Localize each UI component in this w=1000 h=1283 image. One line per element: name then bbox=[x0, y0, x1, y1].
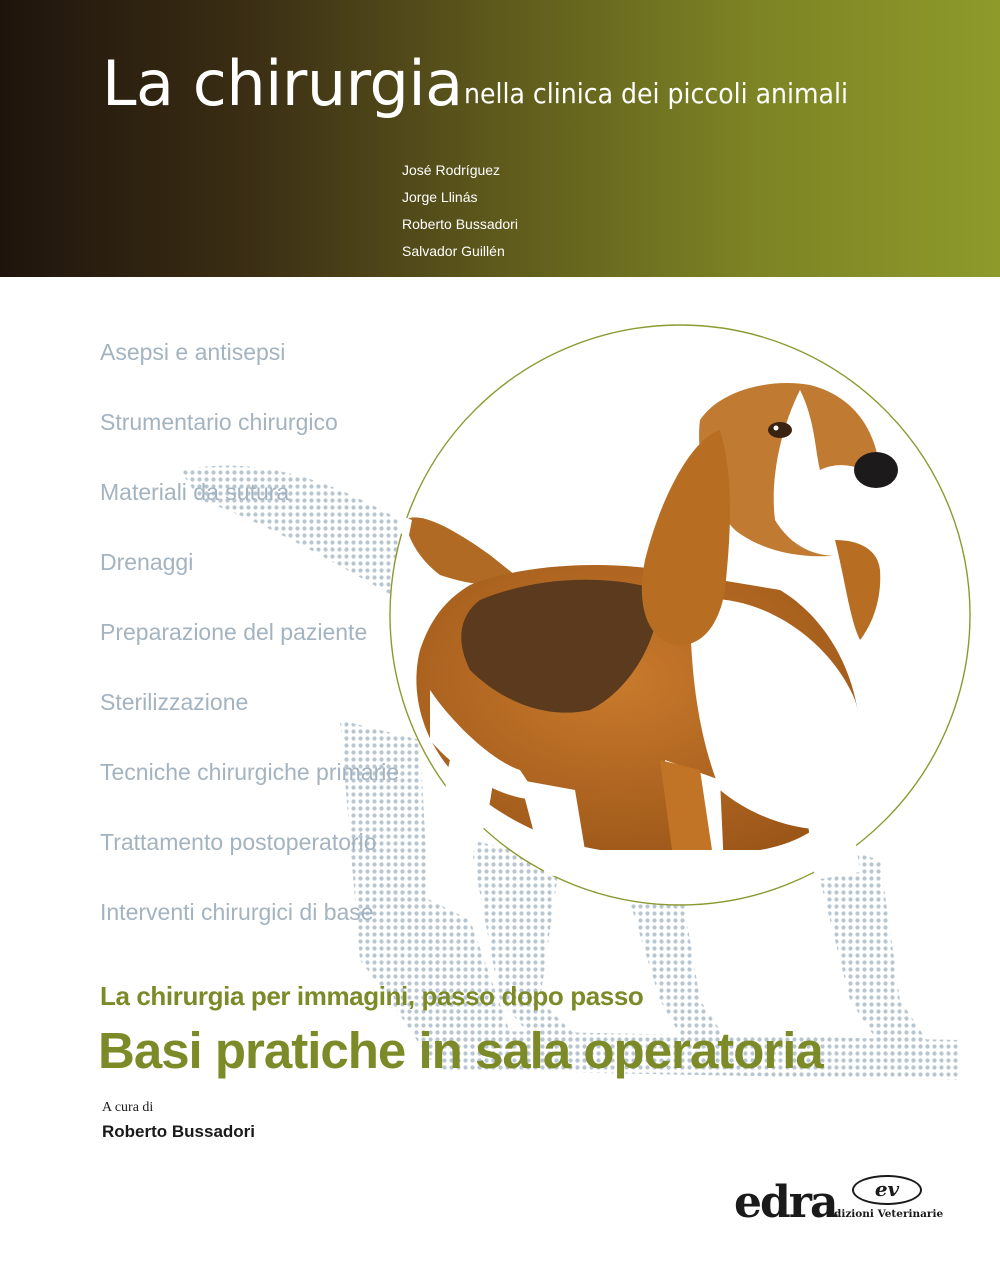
editor-label: A cura di bbox=[102, 1100, 154, 1115]
series-title: La chirurgia per immagini, passo dopo passo bbox=[100, 981, 644, 1011]
topic-item: Trattamento postoperatorio bbox=[100, 829, 377, 855]
topic-item: Drenaggi bbox=[100, 549, 194, 575]
author-name: Roberto Bussadori bbox=[402, 216, 518, 232]
cover-title-main: La chirurgia bbox=[102, 47, 463, 120]
author-name: Salvador Guillén bbox=[402, 243, 505, 259]
topic-item: Preparazione del paziente bbox=[100, 619, 368, 645]
editor-name: Roberto Bussadori bbox=[102, 1122, 256, 1141]
edra-logo: edra bbox=[734, 1177, 837, 1228]
topic-item: Materiali da sutura bbox=[100, 479, 290, 505]
topic-item: Interventi chirurgici di base bbox=[100, 899, 374, 925]
topic-item: Tecniche chirurgiche primarie bbox=[100, 759, 400, 785]
author-name: José Rodríguez bbox=[402, 162, 501, 178]
topics-list bbox=[100, 330, 399, 960]
book-title: Basi pratiche in sala operatoria bbox=[98, 1022, 823, 1079]
topic-item: Strumentario chirurgico bbox=[100, 409, 338, 435]
ev-publisher-name: Edizioni Veterinarie bbox=[826, 1208, 944, 1220]
ev-logo-badge: ev bbox=[852, 1175, 922, 1205]
author-name: Jorge Llinás bbox=[402, 189, 478, 205]
cover-title-sub: nella clinica dei piccoli animali bbox=[464, 77, 848, 110]
topic-item: Asepsi e antisepsi bbox=[100, 339, 286, 365]
topic-item: Sterilizzazione bbox=[100, 689, 249, 715]
